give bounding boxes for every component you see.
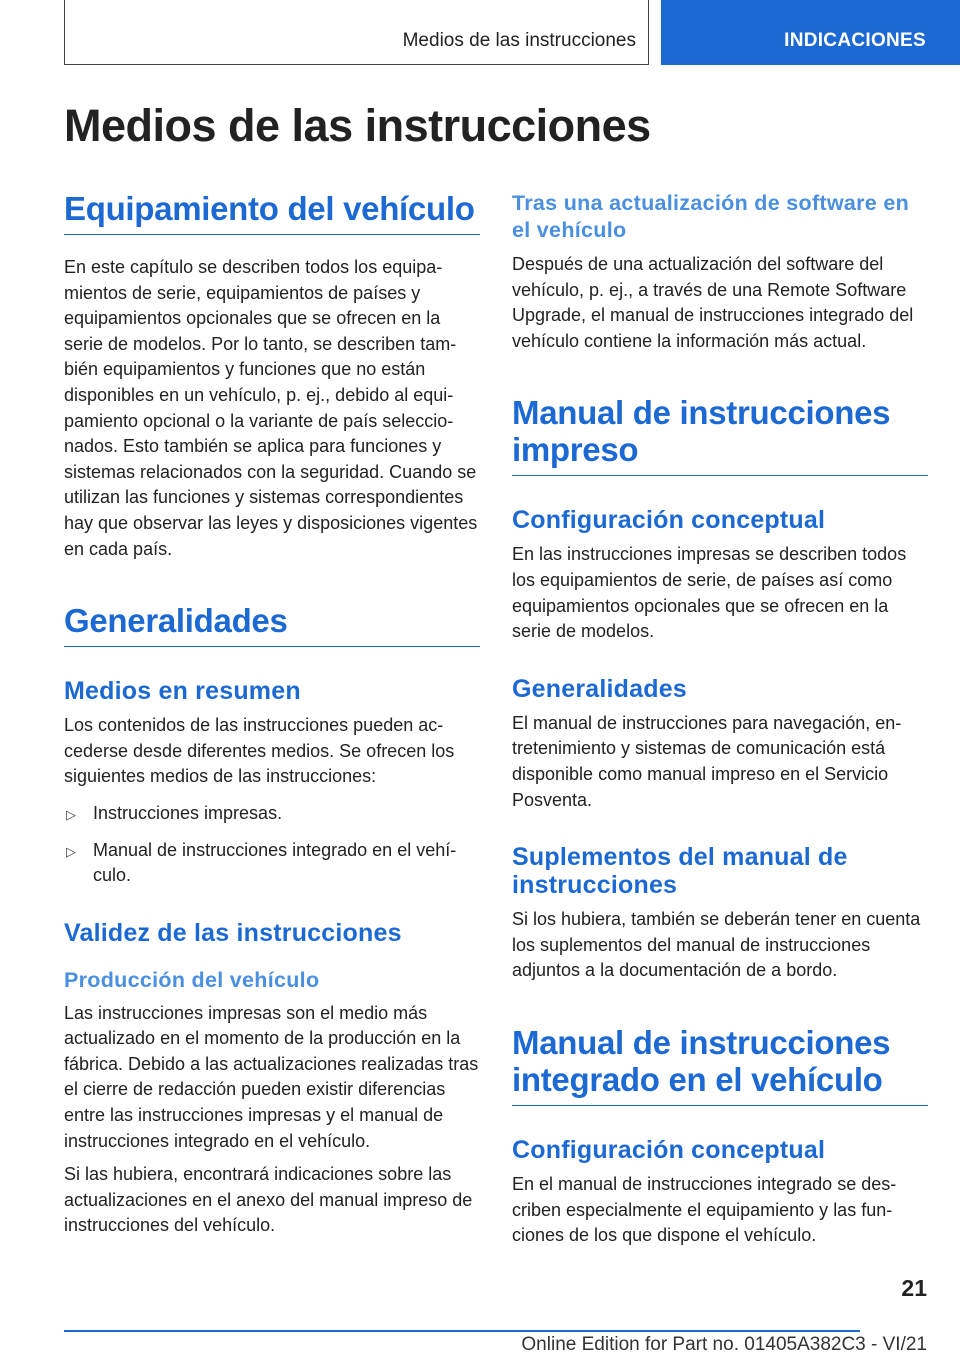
heading-equipamiento: Equipamiento del vehículo <box>64 190 480 235</box>
heading-tras-actualizacion: Tras una actualización de software en el vehículo <box>512 191 910 242</box>
page-title: Medios de las instrucciones <box>64 100 651 151</box>
list-item-text: Manual de instrucciones integrado en el vehículo. <box>93 839 457 886</box>
right-column <box>512 190 928 1249</box>
heading-configuracion-impreso: Configuración conceptual <box>512 506 826 535</box>
footer-edition: Online Edition for Part no. 01405A382C3 - VI/21 <box>521 1334 927 1355</box>
heading-generalidades-impreso: Generalidades <box>512 674 687 703</box>
paragraph-produccion-1: Las instrucciones impresas son el medio más actualizado en el momento de la producción en la fábrica. Debido a las actualizaciones realizadas tras el cierre de redacción pueden existir diferencias entre las instrucciones impresas y el manual de instrucciones integrado en el vehículo. <box>64 1002 479 1151</box>
header-chapter-label: INDICACIONES <box>784 30 926 51</box>
heading-manual-impreso: Manual de instrucciones impreso <box>512 394 928 476</box>
list-item-text: Instrucciones impresas. <box>93 802 283 823</box>
paragraph-tras-actualizacion: Después de una actualización del software del vehículo, p. ej., a través de una Remote Software Upgrade, el manual de instrucciones integrado del vehículo contiene la información más actual. <box>512 254 914 351</box>
media-list <box>64 801 480 889</box>
heading-configuracion-integrado: Configuración conceptual <box>512 1135 826 1164</box>
paragraph-configuracion-integrado: En el manual de instrucciones integrado se describen especialmente el equipamiento y las funciones de los que dispone el vehículo. <box>512 1173 897 1246</box>
paragraph-equipamiento: En este capítulo se describen todos los equipamientos de serie, equipamientos de países y equipamientos opcionales que se ofrecen en la serie de modelos. Por lo tanto, se describen también equipamientos y funciones que no están disponibles en un vehículo, p. ej., debido al equipamiento opcional o la variante de país seleccionados. Esto también se aplica para funciones y sistemas relacionados con la seguridad. Cuando se utilizan las funciones y sistemas correspondientes hay que observar las leyes y disposiciones vigentes en cada país. <box>64 257 478 559</box>
triangle-bullet-icon: ▷ <box>66 806 76 822</box>
header-section-box <box>64 0 649 65</box>
paragraph-produccion-2: Si las hubiera, encontrará indicaciones sobre las actualizaciones en el anexo del manual impreso de instrucciones del vehículo. <box>64 1164 473 1236</box>
paragraph-medios-resumen: Los contenidos de las instrucciones pueden accederse desde diferentes medios. Se ofrecen los siguientes medios de las instrucciones: <box>64 715 455 787</box>
list-item <box>64 838 480 889</box>
paragraph-suplementos: Si los hubiera, también se deberán tener en cuenta los suplementos del manual de instrucciones adjuntos a la documentación de a bordo. <box>512 909 921 981</box>
paragraph-generalidades-impreso: El manual de instrucciones para navegación, entretenimiento y sistemas de comunicación está disponible como manual impreso en el Servicio Posventa. <box>512 712 902 810</box>
heading-medios-resumen: Medios en resumen <box>64 677 301 706</box>
footer-divider <box>64 1330 860 1332</box>
heading-suplementos: Suplementos del manual de instrucciones <box>512 843 848 900</box>
heading-manual-integrado: Manual de instrucciones integrado en el vehículo <box>512 1024 928 1106</box>
list-item <box>64 801 480 827</box>
triangle-bullet-icon: ▷ <box>66 843 76 859</box>
heading-produccion: Producción del vehículo <box>64 967 320 992</box>
header-chapter-tab <box>661 0 960 65</box>
heading-generalidades: Generalidades <box>64 602 480 647</box>
heading-validez: Validez de las instrucciones <box>64 918 402 947</box>
paragraph-configuracion-impreso: En las instrucciones impresas se describen todos los equipamientos de serie, de países así como equipamientos opcionales que se ofrecen en la serie de modelos. <box>512 544 907 642</box>
header-section-title: Medios de las instrucciones <box>402 30 636 51</box>
left-column <box>64 190 480 1239</box>
page-number: 21 <box>901 1275 927 1301</box>
